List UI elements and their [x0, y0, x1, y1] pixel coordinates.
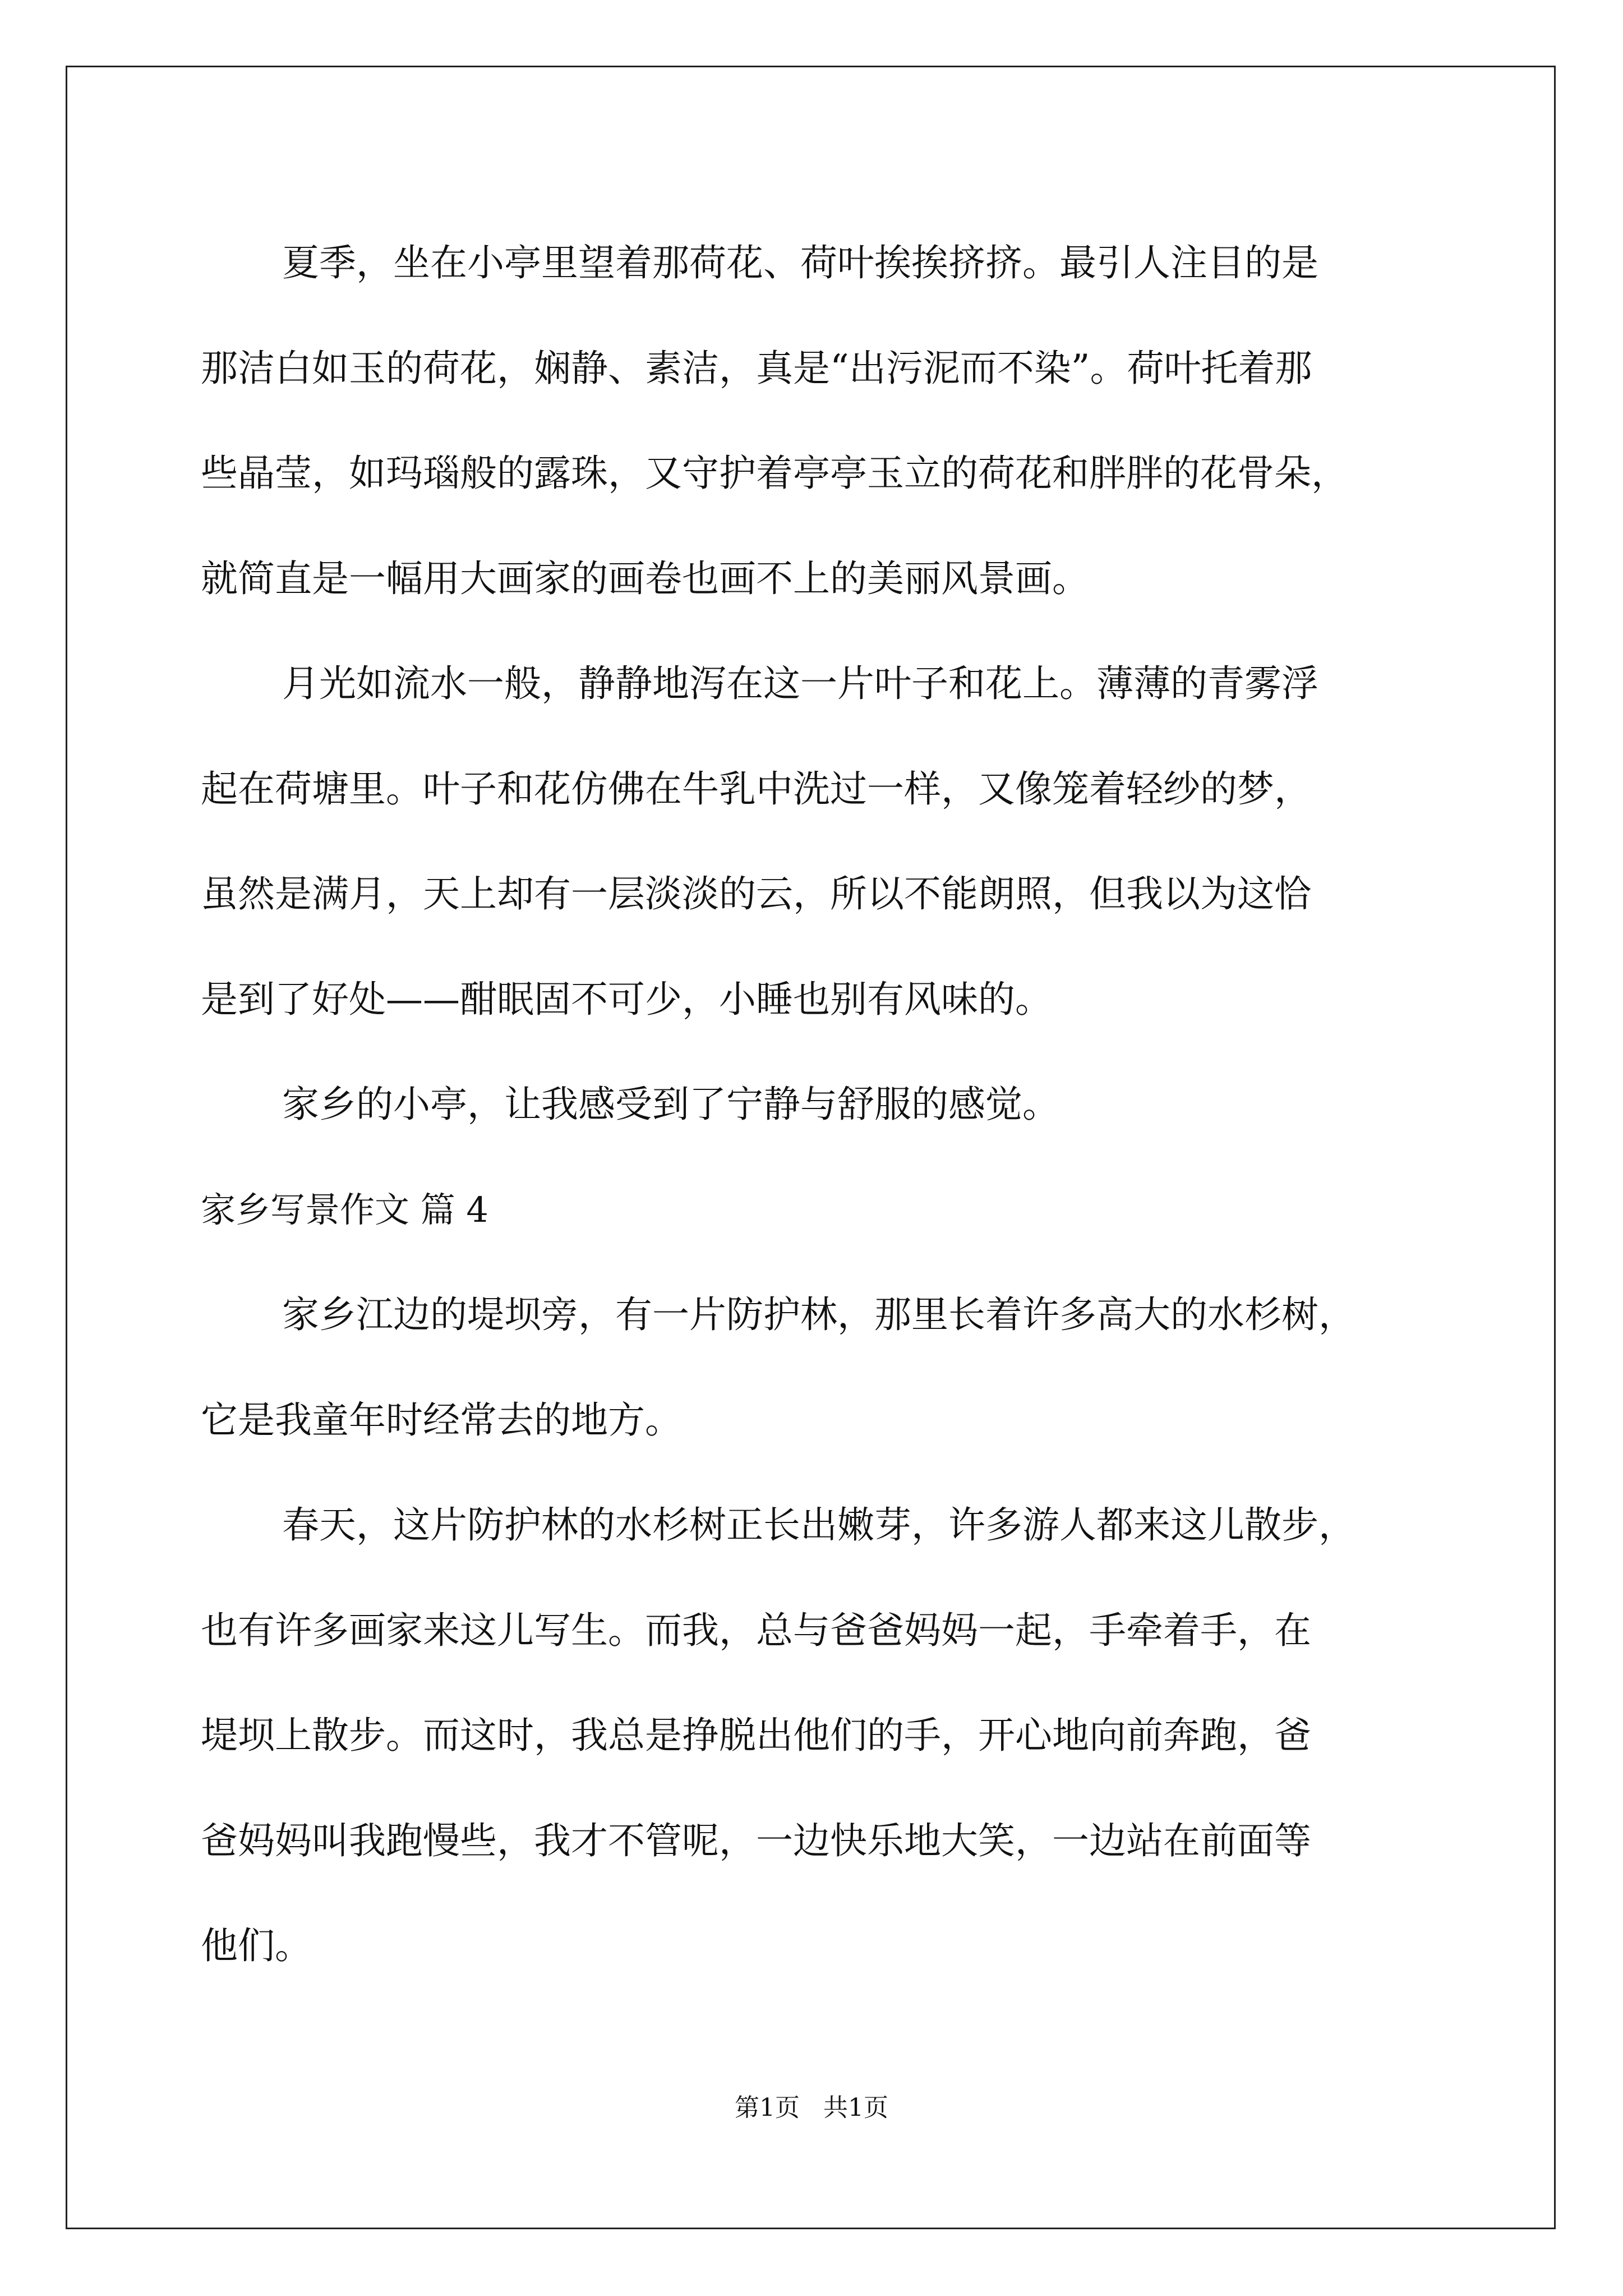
- text-line: 爸妈妈叫我跑慢些，我才不管呢，一边快乐地大笑，一边站在前面等: [201, 1819, 1311, 1862]
- text-line: 些晶莹，如玛瑙般的露珠，又守护着亭亭玉立的荷花和胖胖的花骨朵，: [201, 452, 1348, 495]
- text-line: 也有许多画家来这儿写生。而我，总与爸爸妈妈一起，手牵着手，在: [201, 1608, 1311, 1652]
- section-heading: 家乡写景作文 篇 4: [201, 1189, 488, 1230]
- text-line: 虽然是满月，天上却有一层淡淡的云，所以不能朗照，但我以为这恰: [201, 872, 1311, 915]
- text-line: 夏季，坐在小亭里望着那荷花、荷叶挨挨挤挤。最引人注目的是: [282, 241, 1318, 284]
- text-line: 是到了好处——酣眠固不可少，小睡也别有风味的。: [201, 977, 1052, 1021]
- text-line: 那洁白如玉的荷花，娴静、素洁，真是“出污泥而不染”。荷叶托着那: [201, 346, 1312, 390]
- text-line: 堤坝上散步。而这时，我总是挣脱出他们的手，开心地向前奔跑，爸: [201, 1714, 1311, 1757]
- page-footer: 第1页 共1页: [735, 2093, 888, 2122]
- text-line: 春天，这片防护林的水杉树正长出嫩芽，许多游人都来这儿散步，: [282, 1503, 1355, 1547]
- text-line: 家乡江边的堤坝旁，有一片防护林，那里长着许多高大的水杉树，: [282, 1293, 1355, 1336]
- text-line: 就简直是一幅用大画家的画卷也画不上的美丽风景画。: [201, 556, 1089, 600]
- text-line: 他们。: [201, 1924, 312, 1967]
- text-line: 家乡的小亭，让我感受到了宁静与舒服的感觉。: [282, 1083, 1059, 1126]
- document-body: [201, 210, 1435, 1999]
- text-line: 它是我童年时经常去的地方。: [201, 1398, 682, 1442]
- text-line: 起在荷塘里。叶子和花仿佛在牛乳中洗过一样，又像笼着轻纱的梦，: [201, 767, 1311, 811]
- text-line: 月光如流水一般，静静地泻在这一片叶子和花上。薄薄的青雾浮: [282, 662, 1318, 705]
